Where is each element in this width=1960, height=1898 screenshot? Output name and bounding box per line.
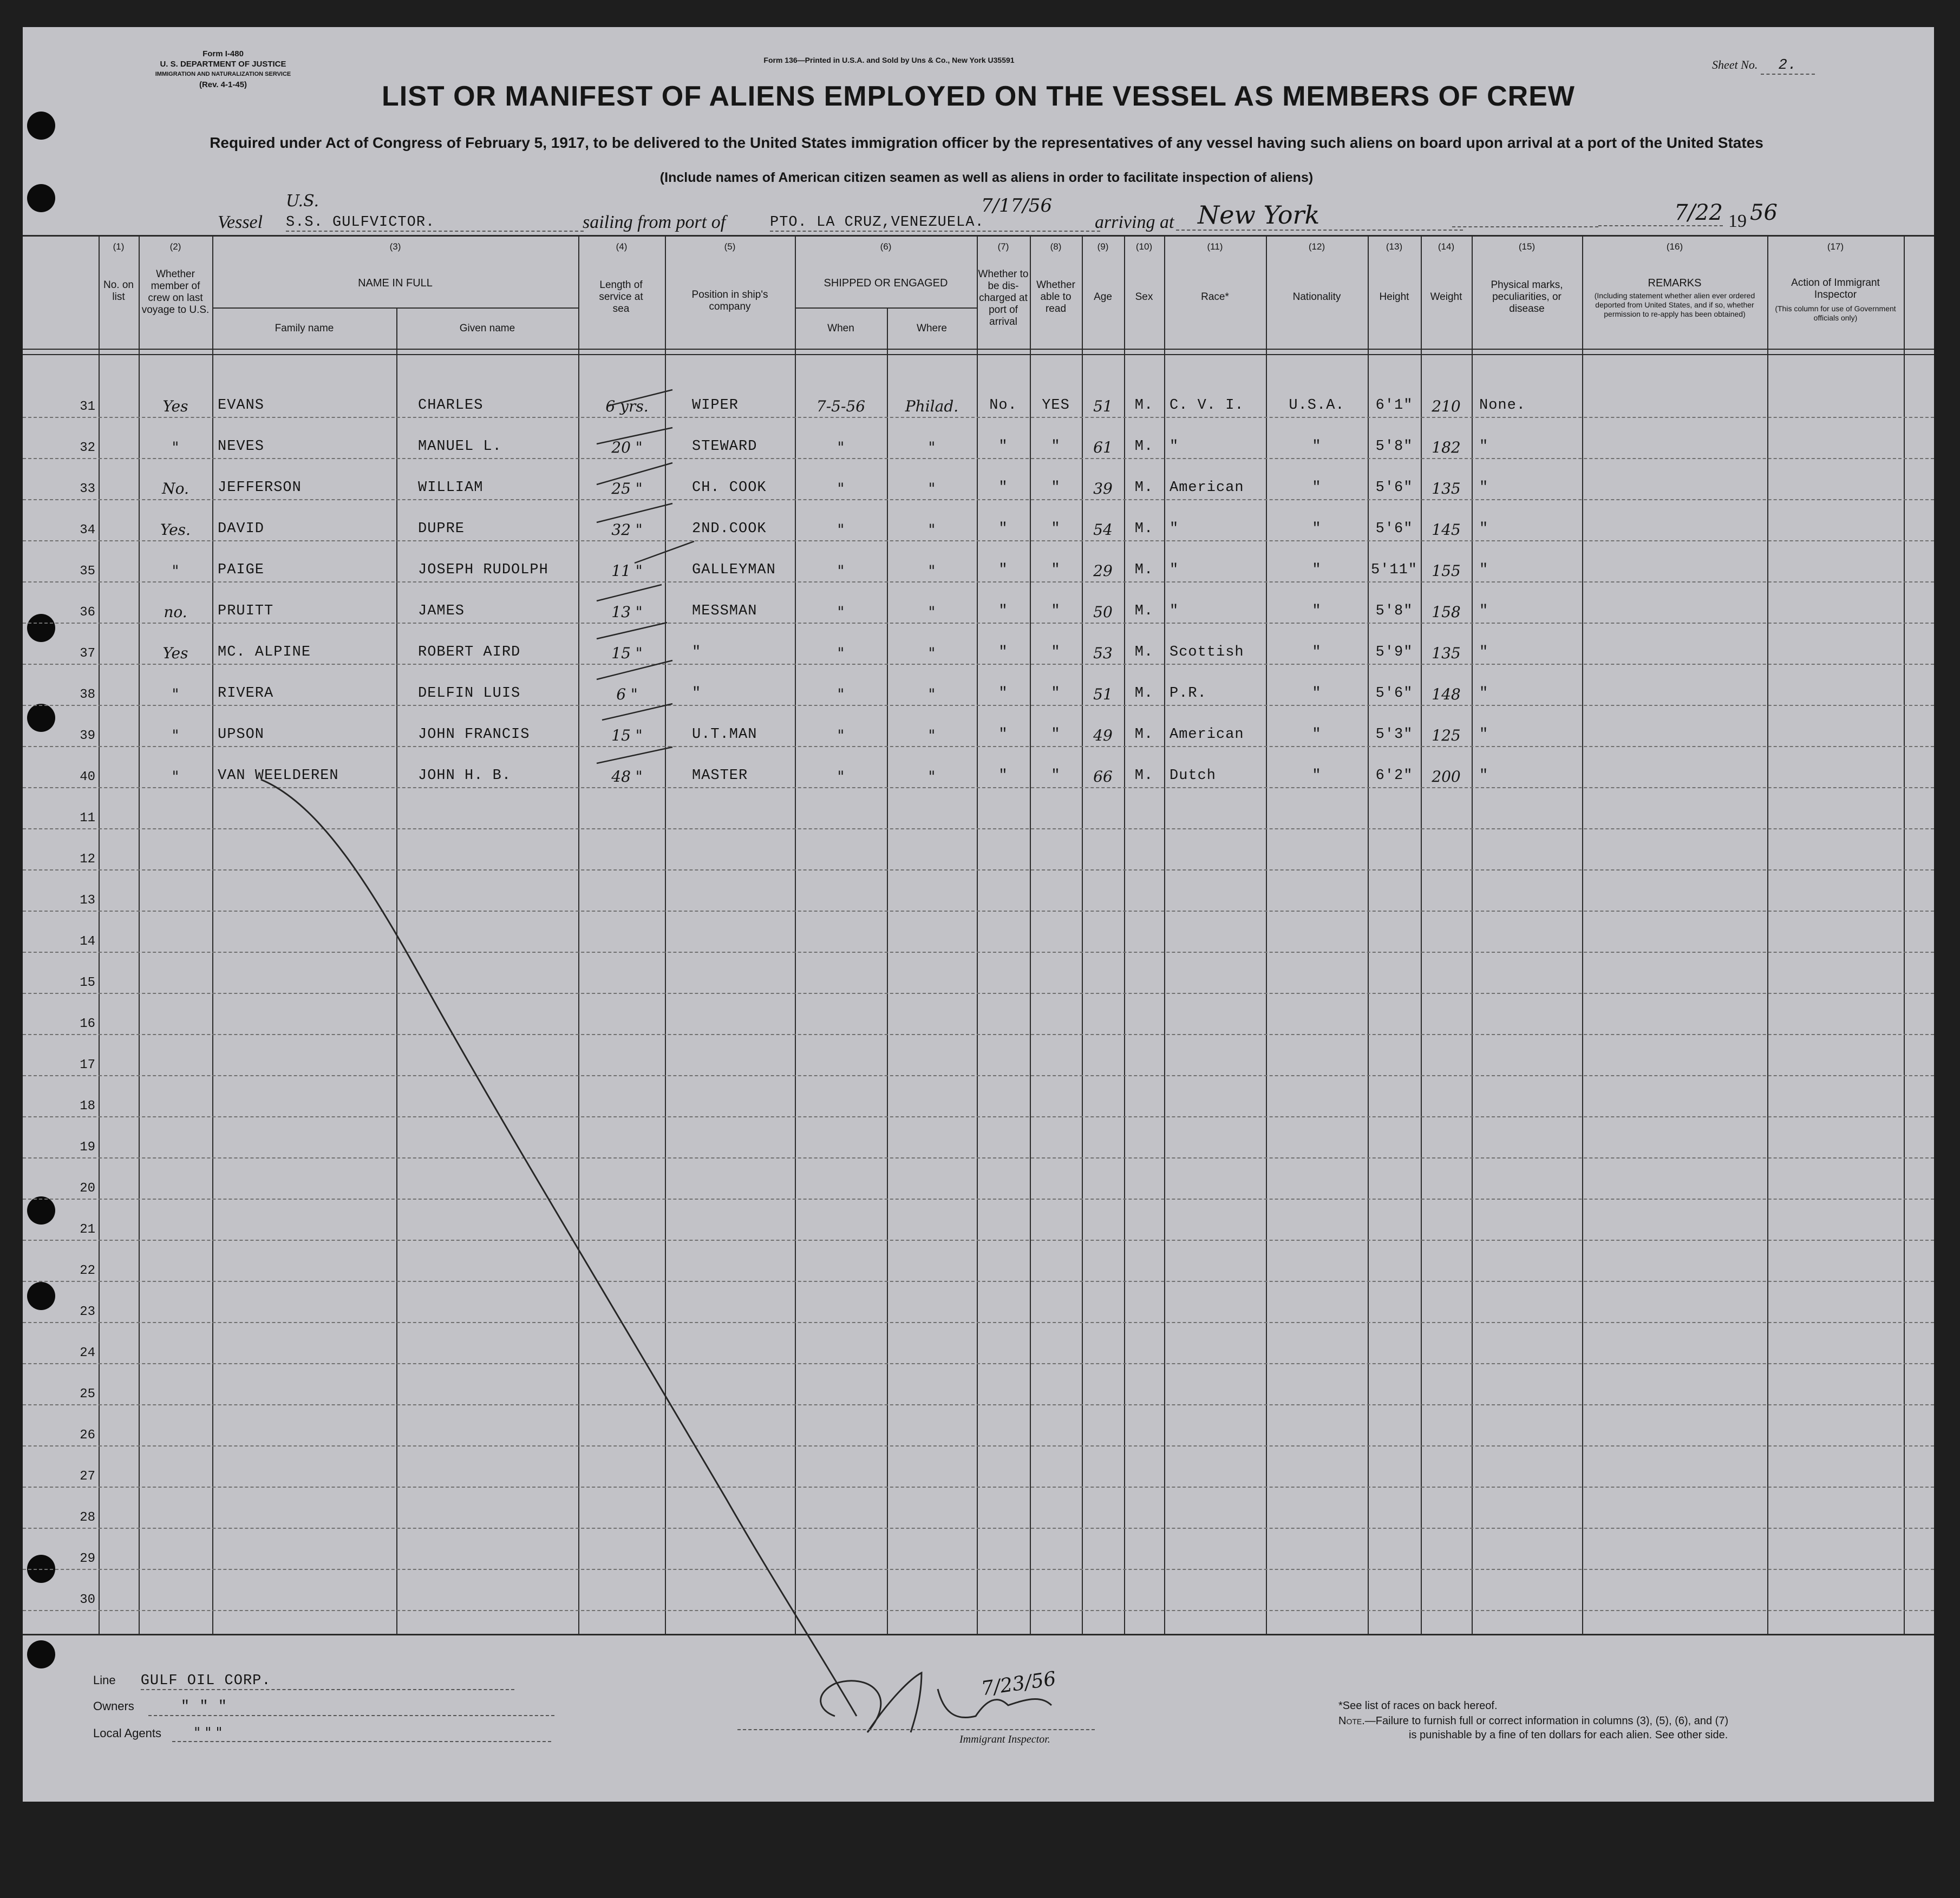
penalty-note xyxy=(1338,1714,1728,1742)
row-number: 27 xyxy=(80,1469,95,1484)
header-given-name: Given name xyxy=(459,323,515,334)
row-number: 17 xyxy=(80,1058,95,1072)
cell-sex: M. xyxy=(1134,727,1154,743)
cell-last: " xyxy=(172,562,179,580)
cell-race: " xyxy=(1170,438,1179,455)
sailing-date: 7/17/56 xyxy=(981,195,1053,217)
header-discharged: Whether to be dis-charged at port of arrival xyxy=(978,269,1029,328)
cell-where: " xyxy=(928,768,936,786)
cell-where: " xyxy=(928,438,936,456)
cell-service: 6 " xyxy=(616,685,638,703)
cell-when: " xyxy=(837,603,845,621)
header-remarks-note: (Including statement whether alien ever ordered deported from United States, and if so, whether permission to re-apply has been obtained) xyxy=(1594,291,1755,318)
cell-position: U.T.MAN xyxy=(692,727,757,743)
cell-marks: " xyxy=(1479,438,1489,455)
cell-discharged: " xyxy=(998,727,1008,743)
page-subtitle: Required under Act of Congress of February 5, 1917, to be delivered to the United States immigration officer by the representatives of any vessel having such aliens on board upon arrival at a port of the United States xyxy=(210,134,1763,151)
row-number: 11 xyxy=(80,811,95,826)
cell-nationality: " xyxy=(1312,727,1322,743)
col-number: (15) xyxy=(1518,241,1536,252)
header-inspector-action: Action of Immigrant Inspector xyxy=(1791,277,1880,300)
row-number: 39 xyxy=(80,729,95,743)
row-number: 20 xyxy=(80,1181,95,1196)
header-age: Age xyxy=(1094,291,1112,303)
cell-race: American xyxy=(1170,727,1244,743)
col-number: (8) xyxy=(1050,241,1062,252)
cell-read: " xyxy=(1051,685,1061,702)
cell-discharged: No. xyxy=(989,397,1017,414)
header-last-voyage: Whether member of crew on last voyage to U.S. xyxy=(141,269,210,316)
cell-age: 49 xyxy=(1093,727,1113,744)
cell-family: DAVID xyxy=(218,521,265,537)
cell-weight: 182 xyxy=(1432,438,1461,456)
cell-marks: " xyxy=(1479,644,1489,660)
header-height: Height xyxy=(1379,291,1409,303)
cell-age: 29 xyxy=(1093,562,1113,580)
revision: (Rev. 4-1-45) xyxy=(199,80,247,89)
cell-discharged: " xyxy=(998,562,1008,578)
cell-nationality: " xyxy=(1312,603,1322,619)
cell-family: EVANS xyxy=(218,397,265,414)
cell-discharged: " xyxy=(998,768,1008,784)
cell-position: 2ND.COOK xyxy=(692,521,767,537)
note-label: Note. xyxy=(1338,1715,1365,1727)
note-line-2: is punishable by a fine of ten dollars for each alien. See other side. xyxy=(1409,1729,1728,1741)
cell-family: PRUITT xyxy=(218,603,274,619)
cell-height: 5'8" xyxy=(1375,438,1413,455)
row-number: 19 xyxy=(80,1140,95,1155)
col-number: (10) xyxy=(1135,241,1153,252)
cell-marks: " xyxy=(1479,521,1489,537)
cell-age: 53 xyxy=(1093,644,1113,662)
cell-service: 13 " xyxy=(611,603,643,621)
cell-where: " xyxy=(928,562,936,580)
cell-read: " xyxy=(1051,480,1061,496)
row-number: 13 xyxy=(80,893,95,908)
cell-given: JOHN FRANCIS xyxy=(418,727,530,743)
col-number: (6) xyxy=(880,241,892,252)
cell-service: 15 " xyxy=(611,644,643,662)
cell-race: " xyxy=(1170,562,1179,578)
cell-sex: M. xyxy=(1134,562,1154,578)
header-physical-marks: Physical marks, peculiarities, or disease xyxy=(1491,279,1563,315)
cell-age: 51 xyxy=(1093,397,1113,415)
col-number: (1) xyxy=(113,241,125,252)
cell-position: STEWARD xyxy=(692,438,757,455)
page-title: LIST OR MANIFEST OF ALIENS EMPLOYED ON THE VESSEL AS MEMBERS OF CREW xyxy=(382,81,1575,112)
col-number: (5) xyxy=(724,241,736,252)
cell-given: DUPRE xyxy=(418,521,465,537)
cell-weight: 200 xyxy=(1432,768,1461,786)
cell-discharged: " xyxy=(998,438,1008,455)
header-inspector-note: (This column for use of Government officials only) xyxy=(1775,304,1896,322)
arrival-date: 7/22 xyxy=(1598,200,1723,226)
cell-weight: 210 xyxy=(1432,397,1461,415)
cell-family: UPSON xyxy=(218,727,265,743)
cell-given: JOHN H. B. xyxy=(418,768,512,784)
cell-where: " xyxy=(928,644,936,662)
note-line-1: —Failure to furnish full or correct information in columns (3), (5), (6), and (7) xyxy=(1364,1715,1729,1727)
row-number: 31 xyxy=(80,400,95,414)
row-number: 24 xyxy=(80,1346,95,1360)
header-sex: Sex xyxy=(1135,291,1153,303)
cancellation-line xyxy=(23,27,1934,1802)
cell-sex: M. xyxy=(1134,521,1154,537)
cell-position: MESSMAN xyxy=(692,603,757,619)
row-number: 21 xyxy=(80,1222,95,1237)
row-number: 25 xyxy=(80,1387,95,1402)
signature-date: 7/23/56 xyxy=(979,1667,1057,1700)
col-number: (16) xyxy=(1666,241,1683,252)
cell-family: JEFFERSON xyxy=(218,480,302,496)
col-number: (3) xyxy=(389,241,401,252)
header-no-on-list: No. on list xyxy=(103,279,134,303)
cell-read: YES xyxy=(1042,397,1070,414)
cell-marks: " xyxy=(1479,480,1489,496)
cell-race: American xyxy=(1170,480,1244,496)
cell-when: " xyxy=(837,685,845,703)
cell-race: Dutch xyxy=(1170,768,1217,784)
cell-discharged: " xyxy=(998,480,1008,496)
cell-position: GALLEYMAN xyxy=(692,562,776,578)
year-hand: 56 xyxy=(1750,200,1778,225)
cell-where: " xyxy=(928,685,936,703)
row-number: 14 xyxy=(80,934,95,949)
cell-where: " xyxy=(928,521,936,539)
cell-service: 20 " xyxy=(611,438,643,456)
cell-read: " xyxy=(1051,521,1061,537)
owners-label: Owners xyxy=(93,1699,134,1713)
cell-service: 25 " xyxy=(611,480,643,498)
cell-weight: 135 xyxy=(1432,480,1461,498)
cell-height: 5'6" xyxy=(1375,521,1413,537)
cell-where: " xyxy=(928,480,936,498)
header-shipped-or-engaged: SHIPPED OR ENGAGED xyxy=(824,277,948,289)
cell-height: 6'2" xyxy=(1375,768,1413,784)
cell-position: MASTER xyxy=(692,768,748,784)
footer-agents xyxy=(93,1725,551,1742)
cell-when: " xyxy=(837,438,845,456)
cell-family: MC. ALPINE xyxy=(218,644,311,660)
signature-rule xyxy=(737,1729,1095,1730)
cell-family: PAIGE xyxy=(218,562,265,578)
row-number: 18 xyxy=(80,1099,95,1114)
cell-position: CH. COOK xyxy=(692,480,767,496)
row-number: 15 xyxy=(80,976,95,990)
cell-race: P.R. xyxy=(1170,685,1207,702)
cell-given: DELFIN LUIS xyxy=(418,685,521,702)
line-label: Line xyxy=(93,1673,116,1687)
cell-read: " xyxy=(1051,644,1061,660)
cell-when: 7-5-56 xyxy=(816,397,866,415)
row-number: 16 xyxy=(80,1017,95,1031)
subtitle-note: (Include names of American citizen seamen as well as aliens in order to facilitate inspection of aliens) xyxy=(659,170,1314,185)
department: U. S. DEPARTMENT OF JUSTICE xyxy=(160,60,286,69)
cell-age: 54 xyxy=(1093,521,1113,539)
cell-age: 50 xyxy=(1093,603,1113,621)
cell-last: No. xyxy=(162,480,189,498)
cell-discharged: " xyxy=(998,685,1008,702)
cell-weight: 125 xyxy=(1432,727,1461,744)
sailing-label: sailing from port of xyxy=(583,212,726,232)
footer-owners xyxy=(93,1699,554,1716)
col-number: (12) xyxy=(1308,241,1325,252)
col-number: (4) xyxy=(616,241,628,252)
cell-family: NEVES xyxy=(218,438,265,455)
cell-height: 5'3" xyxy=(1375,727,1413,743)
row-number: 35 xyxy=(80,564,95,579)
arriving-label: arriving at xyxy=(1095,212,1174,232)
col-number: (7) xyxy=(997,241,1009,252)
cell-read: " xyxy=(1051,768,1061,784)
header-name-in-full: NAME IN FULL xyxy=(358,277,433,289)
row-number: 38 xyxy=(80,688,95,702)
cell-sex: M. xyxy=(1134,397,1154,414)
cell-last: Yes xyxy=(162,644,188,662)
cell-read: " xyxy=(1051,727,1061,743)
cell-nationality: " xyxy=(1312,768,1322,784)
header-nationality: Nationality xyxy=(1292,291,1341,303)
header-able-to-read: Whether able to read xyxy=(1036,279,1075,315)
cell-last: " xyxy=(172,438,179,456)
cell-height: 5'9" xyxy=(1375,644,1413,660)
cell-position: " xyxy=(692,685,702,702)
header-race: Race* xyxy=(1201,291,1229,303)
header-shipped-when: When xyxy=(827,323,854,334)
row-number: 30 xyxy=(80,1593,95,1607)
row-number: 36 xyxy=(80,605,95,620)
col-number: (2) xyxy=(169,241,181,252)
cell-last: Yes xyxy=(162,397,188,415)
col-number: (11) xyxy=(1207,241,1223,252)
cell-sex: M. xyxy=(1134,603,1154,619)
cell-last: " xyxy=(172,768,179,786)
cell-height: 5'8" xyxy=(1375,603,1413,619)
cell-family: RIVERA xyxy=(218,685,274,702)
cell-given: JAMES xyxy=(418,603,465,619)
row-number: 28 xyxy=(80,1510,95,1525)
cell-race: " xyxy=(1170,603,1179,619)
col-number: (14) xyxy=(1438,241,1455,252)
cell-marks: " xyxy=(1479,603,1489,619)
row-number: 34 xyxy=(80,523,95,538)
cell-height: 5'6" xyxy=(1375,685,1413,702)
row-number: 23 xyxy=(80,1305,95,1319)
cell-service: 15 " xyxy=(611,727,643,744)
cell-family: VAN WEELDEREN xyxy=(218,768,339,784)
year-prefix: 19 xyxy=(1728,211,1747,231)
cell-last: no. xyxy=(164,603,187,621)
header-length-of-service: Length of service at sea xyxy=(599,279,643,315)
cell-nationality: " xyxy=(1312,480,1322,496)
cell-race: Scottish xyxy=(1170,644,1244,660)
cell-weight: 145 xyxy=(1432,521,1461,539)
cell-race: " xyxy=(1170,521,1179,537)
cell-service: 11 " xyxy=(611,562,643,580)
cell-discharged: " xyxy=(998,603,1008,619)
header-shipped-where: Where xyxy=(917,323,947,334)
cell-height: 6'1" xyxy=(1375,397,1413,414)
cell-last: Yes. xyxy=(160,521,191,539)
cell-marks: None. xyxy=(1479,397,1526,414)
footer-line xyxy=(93,1673,514,1690)
row-number: 22 xyxy=(80,1264,95,1278)
line-value: GULF OIL CORP. xyxy=(141,1673,514,1690)
cell-sex: M. xyxy=(1134,768,1154,784)
row-number: 33 xyxy=(80,482,95,496)
row-number: 26 xyxy=(80,1428,95,1443)
cell-given: CHARLES xyxy=(418,397,484,414)
cell-age: 61 xyxy=(1093,438,1113,456)
cell-given: WILLIAM xyxy=(418,480,484,496)
printer-note: Form 136—Printed in U.S.A. and Sold by Uns & Co., New York U35591 xyxy=(763,56,1015,64)
cell-marks: " xyxy=(1479,768,1489,784)
cell-sex: M. xyxy=(1134,438,1154,455)
cell-nationality: " xyxy=(1312,685,1322,702)
cell-read: " xyxy=(1051,603,1061,619)
port-to: New York xyxy=(1176,200,1463,231)
cell-nationality: " xyxy=(1312,521,1322,537)
port-from: PTO. LA CRUZ,VENEZUELA. xyxy=(770,214,1100,232)
row-number: 32 xyxy=(80,441,95,455)
agents-value: " " " xyxy=(172,1725,551,1742)
races-note: *See list of races on back hereof. xyxy=(1338,1700,1498,1712)
cell-where: " xyxy=(928,603,936,621)
service: IMMIGRATION AND NATURALIZATION SERVICE xyxy=(155,71,291,77)
cell-weight: 148 xyxy=(1432,685,1461,703)
row-number: 40 xyxy=(80,770,95,784)
vessel-name: S.S. GULFVICTOR. xyxy=(286,214,584,232)
cell-discharged: " xyxy=(998,644,1008,660)
cell-marks: " xyxy=(1479,685,1489,702)
cell-when: " xyxy=(837,521,845,539)
cell-service: 48 " xyxy=(611,768,643,786)
cell-sex: M. xyxy=(1134,685,1154,702)
header-weight: Weight xyxy=(1430,291,1462,303)
sheet-value: 2. xyxy=(1761,57,1815,75)
cell-nationality: " xyxy=(1312,644,1322,660)
manifest-sheet xyxy=(23,27,1934,1802)
cell-position: " xyxy=(692,644,702,660)
col-number: (9) xyxy=(1097,241,1109,252)
cell-read: " xyxy=(1051,438,1061,455)
cell-nationality: U.S.A. xyxy=(1289,397,1345,414)
cell-nationality: " xyxy=(1312,562,1322,578)
inspector-label: Immigrant Inspector. xyxy=(959,1733,1050,1745)
cell-where: Philad. xyxy=(905,397,959,415)
cell-given: ROBERT AIRD xyxy=(418,644,521,660)
header-position: Position in ship's company xyxy=(691,289,768,312)
agents-label: Local Agents xyxy=(93,1726,161,1740)
sheet-label: Sheet No. xyxy=(1712,58,1758,71)
cell-weight: 158 xyxy=(1432,603,1461,621)
row-number: 12 xyxy=(80,852,95,867)
col-number: (13) xyxy=(1386,241,1403,252)
cell-age: 66 xyxy=(1093,768,1113,786)
cell-when: " xyxy=(837,480,845,498)
cell-age: 51 xyxy=(1093,685,1113,703)
cell-marks: " xyxy=(1479,727,1489,743)
cell-when: " xyxy=(837,727,845,744)
cell-race: C. V. I. xyxy=(1170,397,1244,414)
vessel-prefix-hand: U.S. xyxy=(286,192,319,211)
cell-given: MANUEL L. xyxy=(418,438,502,455)
cell-discharged: " xyxy=(998,521,1008,537)
cell-sex: M. xyxy=(1134,480,1154,496)
cell-last: " xyxy=(172,685,179,703)
cell-given: JOSEPH RUDOLPH xyxy=(418,562,548,578)
cell-weight: 155 xyxy=(1432,562,1461,580)
form-number: Form I-480 xyxy=(202,49,244,58)
cell-when: " xyxy=(837,768,845,786)
cell-age: 39 xyxy=(1093,480,1113,498)
cell-marks: " xyxy=(1479,562,1489,578)
cell-service: 32 " xyxy=(611,521,643,539)
cell-height: 5'6" xyxy=(1375,480,1413,496)
cell-sex: M. xyxy=(1134,644,1154,660)
cell-when: " xyxy=(837,644,845,662)
col-number: (17) xyxy=(1827,241,1844,252)
cell-last: " xyxy=(172,727,179,744)
owners-value: " " " xyxy=(148,1699,554,1716)
row-number: 29 xyxy=(80,1552,95,1566)
cell-height: 5'11" xyxy=(1370,562,1417,578)
header-family-name: Family name xyxy=(275,323,334,334)
vessel-label: Vessel xyxy=(218,212,263,232)
cell-nationality: " xyxy=(1312,438,1322,455)
row-number: 37 xyxy=(80,646,95,661)
cell-when: " xyxy=(837,562,845,580)
cell-service: 6 yrs. xyxy=(605,397,649,415)
cell-weight: 135 xyxy=(1432,644,1461,662)
cell-position: WIPER xyxy=(692,397,739,414)
cell-read: " xyxy=(1051,562,1061,578)
header-remarks: REMARKS xyxy=(1648,277,1702,289)
cell-where: " xyxy=(928,727,936,744)
